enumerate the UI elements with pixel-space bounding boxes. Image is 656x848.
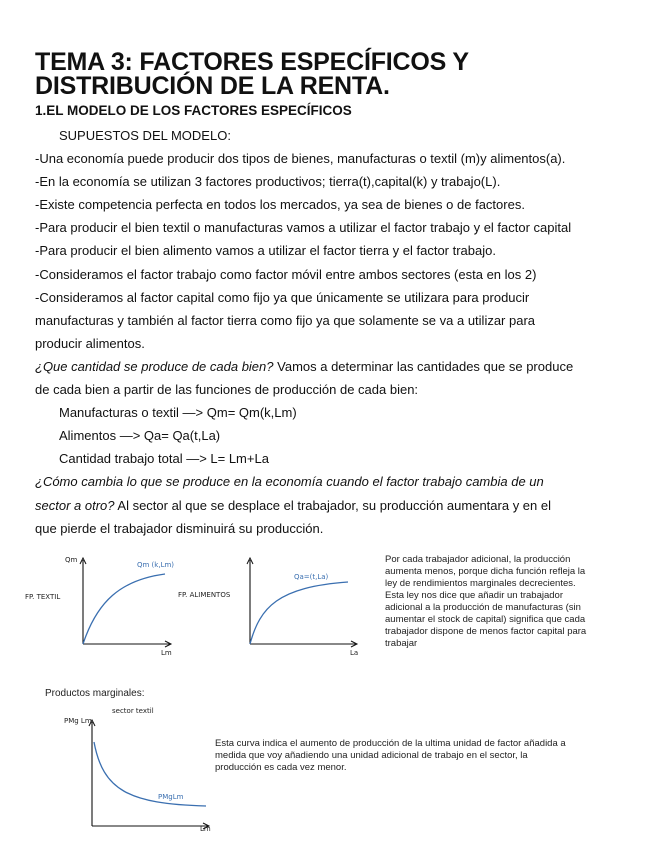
paragraph-line: -En la economía se utilizan 3 factores productivos; tierra(t),capital(k) y trabajo(L). <box>35 174 501 190</box>
graphs-note <box>385 554 635 650</box>
productos-marginales-label: Productos marginales: <box>45 688 145 699</box>
section-heading: 1.EL MODELO DE LOS FACTORES ESPECÍFICOS <box>35 103 352 118</box>
question-2-line-3: que pierde el trabajador disminuirá su producción. <box>35 520 324 536</box>
equation-textil: Manufacturas o textil —> Qm= Qm(k,Lm) <box>59 405 297 421</box>
graph-textil-y-label: Qm <box>65 556 78 564</box>
graph-marginal-product <box>58 702 228 832</box>
marginal-note-line: medida que voy añadiendo una unidad adicional de trabajo en el sector, la <box>215 750 528 761</box>
graph-alimentos-curve <box>250 582 348 644</box>
equation-trabajo: Cantidad trabajo total —> L= Lm+La <box>59 451 269 467</box>
page-title <box>35 50 469 98</box>
marginal-note-line: Esta curva indica el aumento de producción de la ultima unidad de factor añadida a <box>215 738 566 749</box>
title-line-2: DISTRIBUCIÓN DE LA RENTA. <box>35 72 390 100</box>
paragraph-line: -Una economía puede producir dos tipos de bienes, manufacturas o textil (m)y alimentos(a). <box>35 151 566 167</box>
paragraph-line: manufacturas y también al factor tierra como fijo ya que solamente se va a utilizar para <box>35 312 536 328</box>
question-2-italic-2: sector a otro? <box>35 497 115 513</box>
graph-fp-alimentos <box>178 552 368 662</box>
graph-marginal-curve <box>94 742 206 806</box>
graphs-note-line: Por cada trabajador adicional, la producción <box>385 554 571 565</box>
graph-marginal-title: sector textil <box>112 707 154 715</box>
graph-textil-side-label: FP. TEXTIL <box>25 593 61 601</box>
paragraph-line: -Consideramos al factor capital como fijo ya que únicamente se utilizara para producir <box>35 289 530 305</box>
section-body <box>35 124 635 540</box>
question-1-line-2: de cada bien a partir de las funciones de producción de cada bien: <box>35 382 419 398</box>
marginal-note-line: producción es cada vez menor. <box>215 762 347 773</box>
graph-alimentos-x-label: La <box>350 649 359 657</box>
graph-alimentos-side-label: FP. ALIMENTOS <box>178 591 231 599</box>
graphs-note-line: trabajador dispone de menos factor capital para <box>385 626 587 637</box>
paragraph-line: -Para producir el bien textil o manufacturas vamos a utilizar el factor trabajo y el factor capital <box>35 220 572 236</box>
graph-alimentos-curve-label: Qa=(t,La) <box>294 573 329 581</box>
graph-textil-x-label: Lm <box>161 649 172 657</box>
question-1-rest: Vamos a determinar las cantidades que se produce <box>273 358 574 374</box>
graph-marginal-y-label: PMg Lm <box>64 717 92 725</box>
paragraph-line: producir alimentos. <box>35 335 145 351</box>
paragraph-line: -Para producir el bien alimento vamos a utilizar el factor tierra y el factor trabajo. <box>35 243 496 259</box>
graphs-note-line: adicional a la producción de manufacturas (sin <box>385 602 581 613</box>
supuestos-label: SUPUESTOS DEL MODELO: <box>59 128 231 143</box>
graphs-note-line: aumenta menos, porque dicha función refleja la <box>385 566 586 577</box>
question-2-rest: Al sector al que se desplace el trabajador, su producción aumentara y en el <box>114 497 551 513</box>
graphs-note-line: ley de rendimientos marginales decrecientes. <box>385 578 576 589</box>
question-2-italic-1: ¿Cómo cambia lo que se produce en la economía cuando el factor trabajo cambia de un <box>35 474 544 490</box>
graphs-note-line: trabajar <box>385 638 418 649</box>
graph-marginal-curve-label: PMgLm <box>158 793 184 801</box>
question-1-italic: ¿Que cantidad se produce de cada bien? <box>35 358 274 374</box>
graphs-note-line: aumentar el stock de capital) significa que cada <box>385 614 586 625</box>
graph-textil-curve-label: Qm (k,Lm) <box>137 561 175 569</box>
graph-marginal-x-label: Lm <box>200 825 211 833</box>
paragraph-line: -Existe competencia perfecta en todos los mercados, ya sea de bienes o de factores. <box>35 197 525 213</box>
graph-fp-textil <box>25 552 185 662</box>
question-2-line-1 <box>35 470 635 493</box>
question-2-line-2 <box>35 494 635 517</box>
graphs-note-line: Esta ley nos dice que añadir un trabajador <box>385 590 563 601</box>
question-1 <box>35 355 635 378</box>
paragraph-line: -Consideramos el factor trabajo como factor móvil entre ambos sectores (esta en los 2) <box>35 266 537 282</box>
graph-textil-curve <box>83 574 165 644</box>
marginal-note <box>215 738 635 774</box>
equation-alimentos: Alimentos —> Qa= Qa(t,La) <box>59 428 221 444</box>
title-line-1: TEMA 3: FACTORES ESPECÍFICOS Y <box>35 48 469 76</box>
